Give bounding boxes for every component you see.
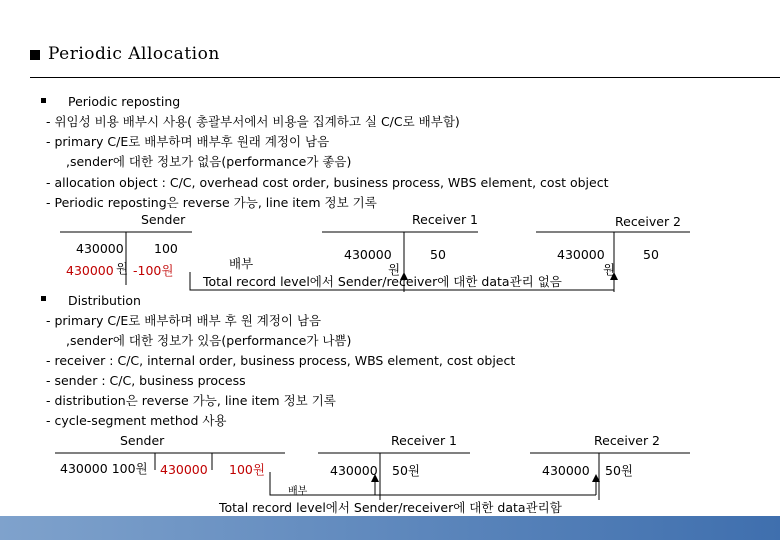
section2-receiver2-t-account: [530, 453, 690, 500]
section2-line-1: - primary C/E로 배부하며 배부 후 원 계정이 남음: [46, 313, 322, 328]
section1-line-2: - primary C/E로 배부하며 배부후 원래 계정이 남음: [46, 134, 330, 149]
section1-heading: Periodic reposting: [68, 94, 181, 109]
section2-receiver2-label: Receiver 2: [594, 433, 661, 448]
section2-receiver1-label: Receiver 1: [391, 433, 458, 448]
section2-sender-left: 430000 100원: [60, 461, 148, 476]
section2-line-3: - receiver : C/C, internal order, business process, WBS element, cost object: [46, 353, 516, 368]
section1-won: 원: [116, 261, 129, 276]
section2-allocate-label: 배부: [288, 486, 308, 497]
section1-allocate-label: 배부: [229, 256, 254, 271]
section2-heading: Distribution: [68, 293, 141, 308]
section1-r1-account: 430000: [344, 247, 392, 262]
section1-r2-account: 430000: [557, 247, 605, 262]
section2-allocation-arrows: [270, 472, 596, 495]
section1-sender-account: 430000: [76, 241, 124, 256]
section2-line-2: ,sender에 대한 정보가 있음(performance가 나쁨): [66, 333, 352, 348]
section1-sender-amount: 100: [154, 241, 178, 256]
section1-line-1: - 위임성 비용 배부시 사용( 총괄부서에서 비용을 집계하고 실 C/C로 배부함): [46, 114, 460, 129]
section1-receiver2-label: Receiver 2: [615, 214, 682, 229]
section1-sender-t-account: [60, 232, 192, 285]
section2-receiver1-t-account: [318, 453, 470, 500]
section1-line-4: - allocation object : C/C, overhead cost order, business process, WBS element, cost object: [46, 175, 609, 190]
section1-sender-account-red: 430000: [66, 263, 114, 278]
section2-sender-right-amount: 100원: [229, 462, 265, 477]
section1-r1-amount: 50: [430, 247, 446, 262]
section2-sender-label: Sender: [120, 433, 165, 448]
page-title: Periodic Allocation: [48, 44, 220, 64]
section2-r1-account: 430000: [330, 463, 378, 478]
section1-line-3: ,sender에 대한 정보가 없음(performance가 좋음): [66, 154, 352, 169]
section2-line-5: - distribution은 reverse 가능, line item 정보 기록: [46, 393, 336, 408]
section1-receiver1-label: Receiver 1: [412, 212, 479, 227]
footer-bar: [0, 516, 780, 540]
section1-line-5: - Periodic reposting은 reverse 가능, line item 정보 기록: [46, 195, 377, 210]
section1-r2-amount: 50: [643, 247, 659, 262]
section1-r1-won: 원: [388, 262, 401, 277]
section2-note: Total record level에서 Sender/receiver에 대한 data관리함: [219, 500, 562, 515]
section1-sender-label: Sender: [141, 212, 186, 227]
section1-receiver2-t-account: [536, 232, 690, 292]
section2-r2-account: 430000: [542, 463, 590, 478]
section1-note: Total record level에서 Sender/receiver에 대한 data관리 없음: [203, 274, 562, 289]
section1-allocation-arrows: [190, 272, 614, 290]
section2-r2-amount: 50원: [605, 463, 633, 478]
section1-receiver1-t-account: [322, 232, 478, 292]
section1-sender-amount-red: -100원: [133, 263, 174, 278]
section2-sender-right-account: 430000: [160, 462, 208, 477]
section2-sender-t-account: [55, 453, 285, 470]
section2-r1-amount: 50원: [392, 463, 420, 478]
section1-r2-won: 원: [603, 262, 616, 277]
section2-line-6: - cycle-segment method 사용: [46, 413, 227, 428]
section2-line-4: - sender : C/C, business process: [46, 373, 246, 388]
